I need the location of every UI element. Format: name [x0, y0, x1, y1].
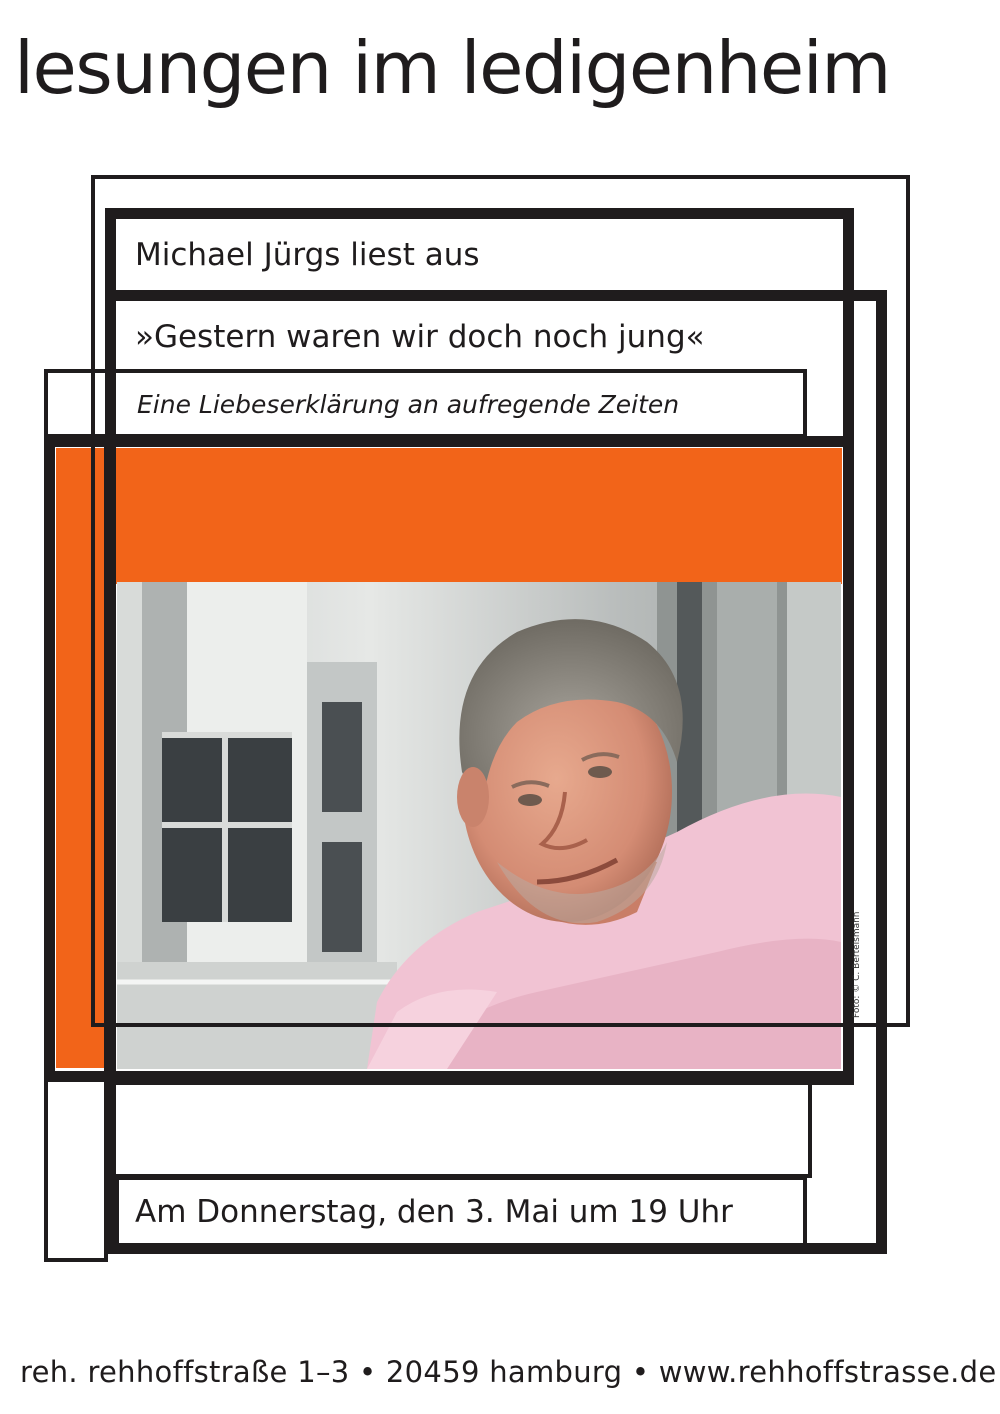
event-date: Am Donnerstag, den 3. Mai um 19 Uhr — [135, 1194, 733, 1230]
thick-frame-image — [44, 436, 854, 1082]
poster-title: lesungen im ledigenheim — [14, 26, 890, 110]
book-title: »Gestern waren wir doch noch jung« — [135, 319, 705, 355]
thin-frame-lower — [105, 1078, 812, 1178]
venue-footer: reh. rehhoffstraße 1–3 • 20459 hamburg • www.rehhoffstrasse.de — [20, 1355, 997, 1389]
thin-frame-left — [44, 438, 108, 1262]
photo-credit: Foto: © C. Bertelsmann — [852, 911, 862, 1018]
author-line: Michael Jürgs liest aus — [135, 237, 480, 273]
book-subtitle: Eine Liebeserklärung an aufregende Zeiten — [137, 390, 680, 419]
